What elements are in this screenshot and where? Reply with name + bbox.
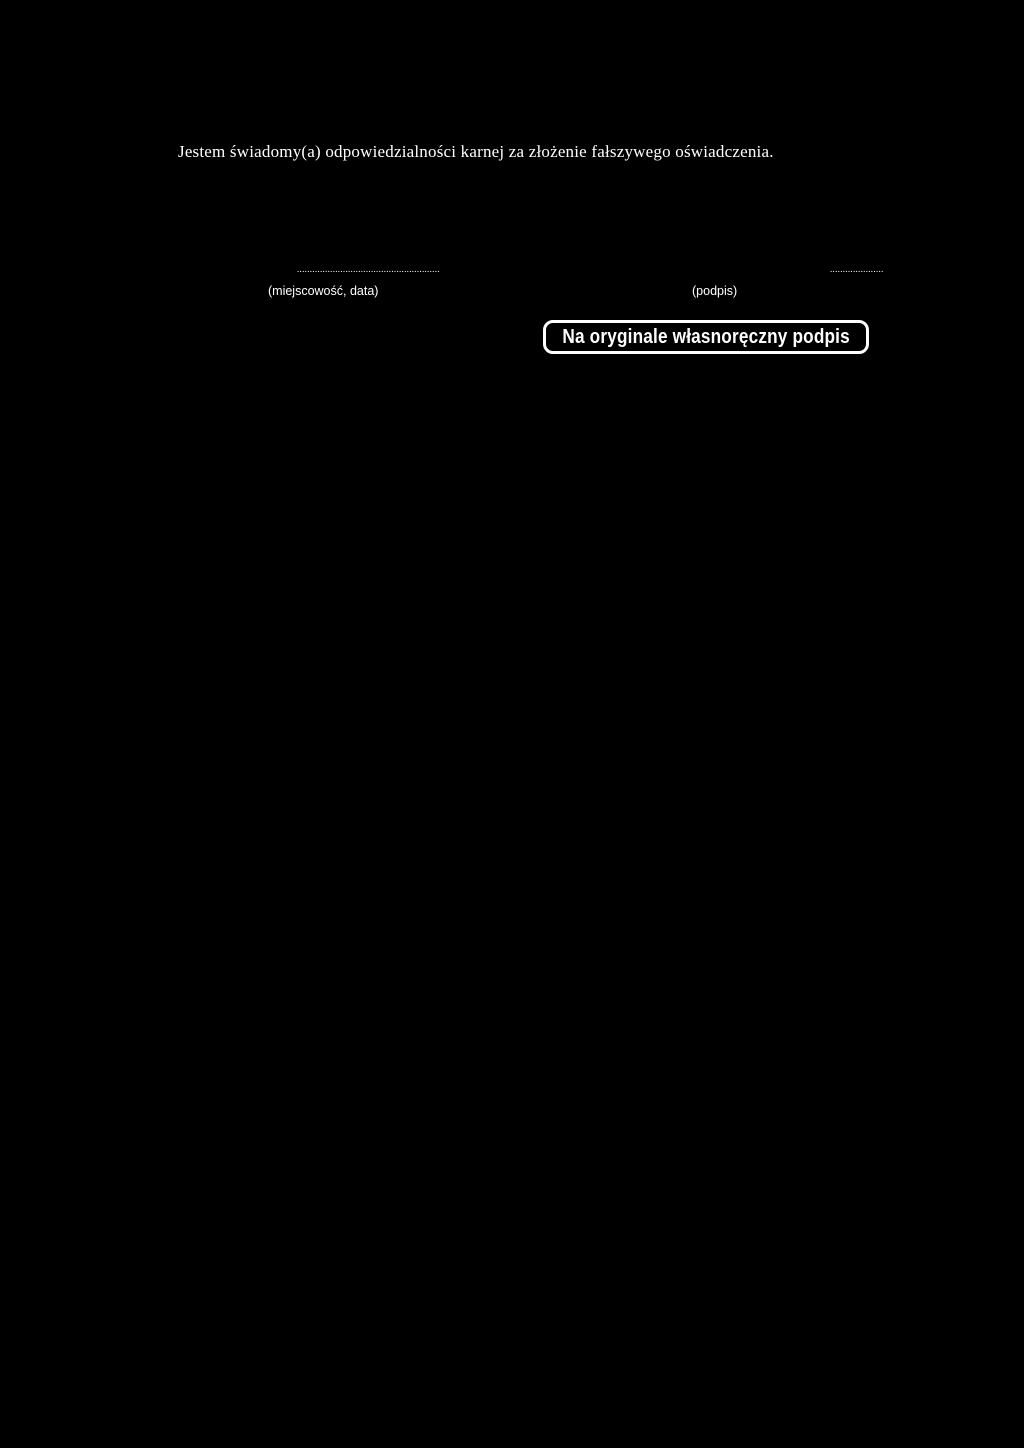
signature-line: .....................: [830, 264, 884, 274]
original-signature-stamp: [543, 320, 869, 354]
stamp-text: Na oryginale własnoręczny podpis: [562, 325, 850, 348]
place-date-line: ........................................................: [297, 264, 440, 274]
declaration-statement: Jestem świadomy(a) odpowiedzialności karnej za złożenie fałszywego oświadczenia.: [178, 142, 774, 161]
signature-caption: (podpis): [692, 284, 738, 298]
place-date-caption: (miejscowość, data): [268, 284, 379, 298]
